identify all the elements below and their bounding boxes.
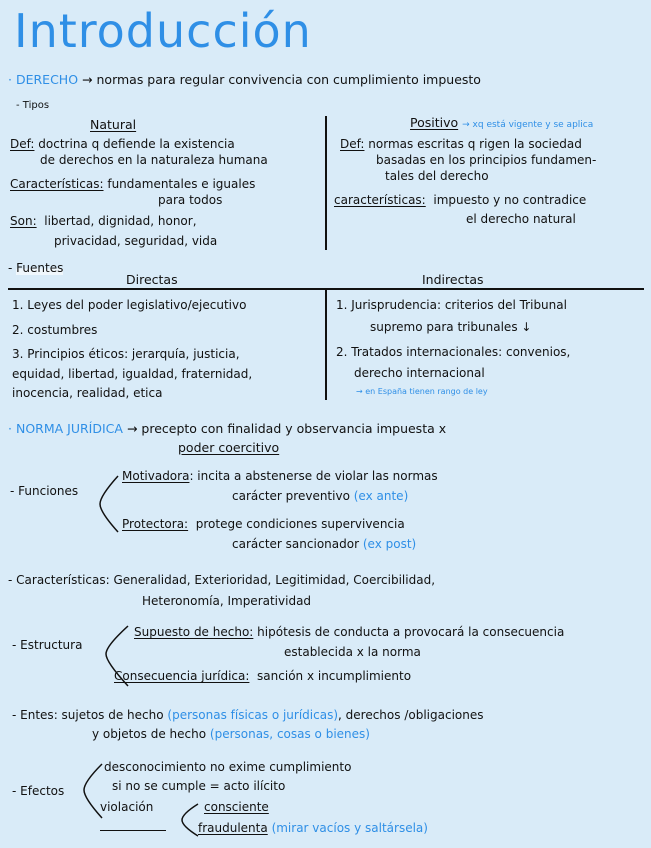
caracteristicas-line: - Características: Generalidad, Exterioridad, Legitimidad, Coercibilidad, [8,573,436,587]
directas-item-3-line3: inocencia, realidad, etica [12,386,163,400]
positivo-def-line2: basadas en los principios fundamen- [376,153,597,167]
natural-car-line2: para todos [158,193,223,207]
caracteristicas-line2: Heteronomía, Imperatividad [142,594,312,608]
directas-item-2: 2. costumbres [12,323,98,337]
indirectas-note: → en España tienen rango de ley [356,387,488,396]
positivo-caracteristicas: características: impuesto y no contradice [334,193,587,207]
entes-line: - Entes: sujetos de hecho (personas físicas o jurídicas), derechos /obligaciones [12,708,484,722]
directas-item-3-line2: equidad, libertad, igualdad, fraternidad, [12,367,253,381]
arrow-icon: → [82,72,93,87]
bullet-icon: · [8,72,12,87]
indirectas-item-1: 1. Jurisprudencia: criterios del Tribunal [336,298,567,312]
efectos-underline [100,830,166,831]
caracteristicas-label: Características [16,573,106,587]
indirectas-item-2-line2: derecho internacional [354,366,485,380]
funcion-motivadora-line2: carácter preventivo (ex ante) [232,489,409,503]
derecho-line [8,72,481,88]
natural-son: Son: libertad, dignidad, honor, [10,214,197,228]
directas-item-3: 3. Principios éticos: jerarquía, justicia, [12,347,240,361]
efectos-line2: si no se cumple = acto ilícito [112,779,286,793]
tipos-label: - Tipos [16,100,50,111]
positivo-def-line3: tales del derecho [385,169,489,183]
norma-line2: poder coercitivo [178,440,280,455]
efectos-consciente: consciente [204,800,269,814]
norma-definition: precepto con finalidad y observancia impuesta x [141,421,447,436]
entes-line2: y objetos de hecho (personas, cosas o bienes) [92,727,370,741]
funcion-motivadora: Motivadora: incita a abstenerse de violar las normas [122,469,438,483]
natural-def-line2: de derechos en la naturaleza humana [40,153,268,167]
efectos-fraudulenta: fraudulenta (mirar vacíos y saltársela) [198,821,428,835]
fuentes-label: - Fuentes [8,261,64,275]
natural-son-line2: privacidad, seguridad, vida [54,234,218,248]
fuentes-column-divider [325,288,327,400]
entes-label: Entes [20,708,54,722]
natural-heading: Natural [90,117,137,132]
directas-item-1: 1. Leyes del poder legislativo/ejecutivo [12,298,247,312]
natural-def: Def: doctrina q defiende la existencia [10,137,235,151]
indirectas-heading: Indirectas [422,272,484,287]
efectos-line1: desconocimiento no exime cumplimiento [104,760,352,774]
positivo-def: Def: normas escritas q rigen la sociedad [340,137,582,151]
norma-line: · NORMA JURÍDICA → precepto con finalidad y observancia impuesta x [8,421,447,436]
funciones-brace-icon [96,474,120,536]
positivo-heading-row: Positivo → xq está vigente y se aplica [410,115,594,130]
derecho-definition: normas para regular convivencia con cumplimiento impuesto [96,72,481,87]
violacion-brace-icon [178,800,200,840]
directas-heading: Directas [126,272,178,287]
efectos-label: - Efectos [12,784,65,798]
column-divider [325,116,327,250]
funciones-label: - Funciones [10,484,79,498]
derecho-label: DERECHO [15,72,79,87]
norma-label: NORMA JURÍDICA [15,421,123,436]
supuesto-line2: establecida x la norma [284,645,421,659]
estructura-label: - Estructura [12,638,83,652]
funcion-protectora-line2: carácter sancionador (ex post) [232,537,417,551]
page-title: Introducción [14,4,312,58]
positivo-car-line2: el derecho natural [466,212,576,226]
natural-caracteristicas: Características: fundamentales e iguales [10,177,256,191]
funcion-protectora: Protectora: protege condiciones supervivencia [122,517,405,531]
indirectas-item-2: 2. Tratados internacionales: convenios, [336,345,571,359]
indirectas-item-1-line2: supremo para tribunales ↓ [370,320,532,334]
efectos-line3: violación [100,800,154,814]
supuesto-de-hecho: Supuesto de hecho: hipótesis de conducta a provocará la consecuencia [134,625,565,639]
consecuencia-juridica: Consecuencia jurídica: sanción x incumplimiento [114,669,412,683]
